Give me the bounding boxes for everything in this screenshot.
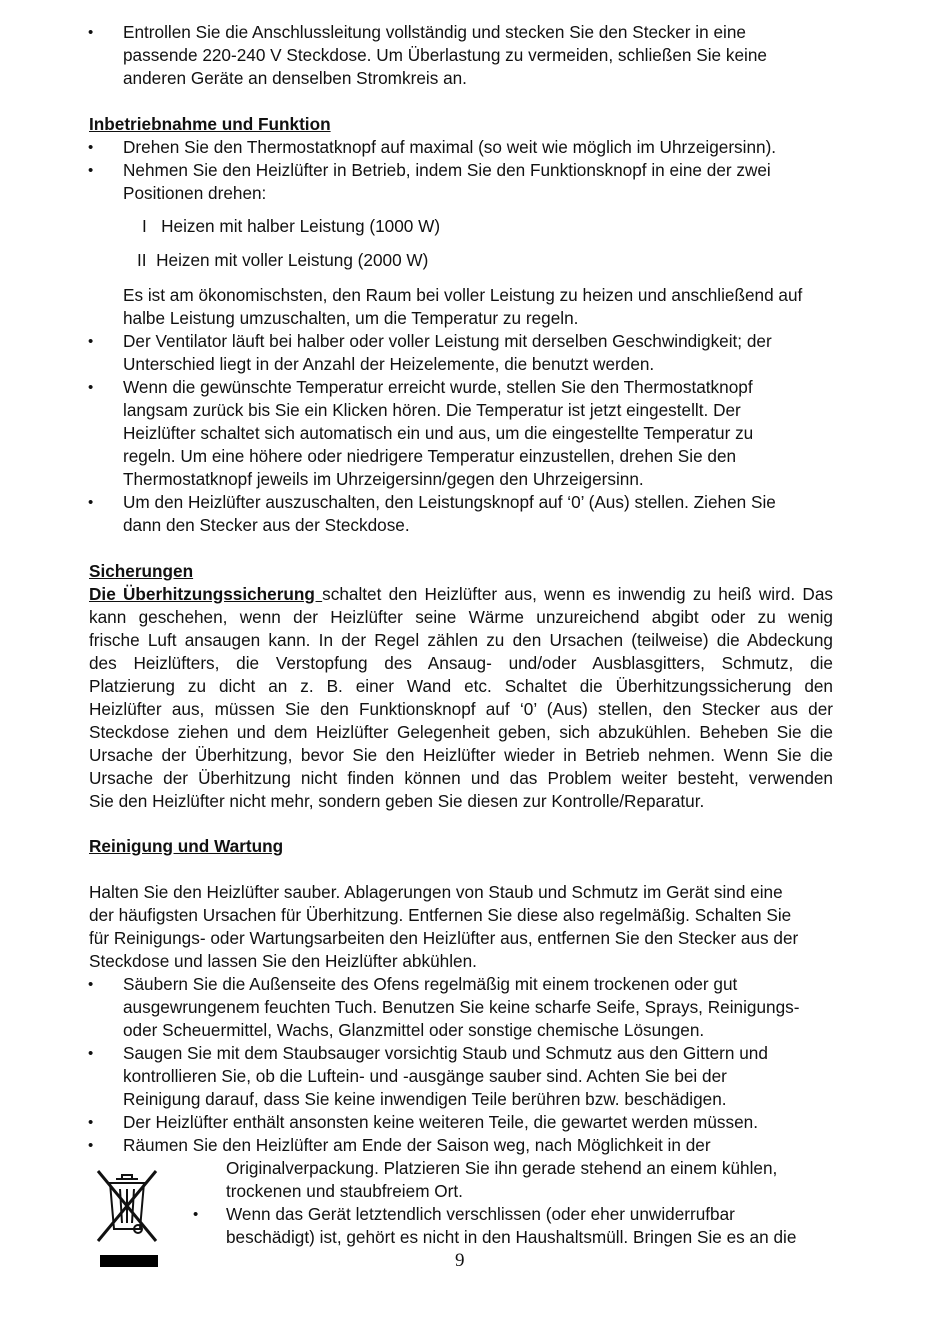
inbetrieb-note-line-2: halbe Leistung umzuschalten, um die Temperatur zu regeln. — [123, 308, 579, 328]
heading-inbetriebnahme: Inbetriebnahme und Funktion — [89, 114, 331, 134]
reinigung-bullet-1-line-1: Säubern Sie die Außenseite des Ofens regelmäßig mit einem trockenen oder gut — [123, 974, 738, 994]
bullet: • — [88, 1045, 94, 1062]
reinigung-bullet-4-line-3: trockenen und staubfreiem Ort. — [226, 1181, 463, 1201]
page-number: 9 — [455, 1250, 465, 1271]
reinigung-bullet-5-line-2: beschädigt) ist, gehört es nicht in den Haushaltsmüll. Bringen Sie es an die — [226, 1227, 797, 1247]
reinigung-bullet-3: Der Heizlüfter enthält ansonsten keine weiteren Teile, die gewartet werden müssen. — [123, 1112, 759, 1132]
intro-line-3: anderen Geräte an denselben Stromkreis an. — [123, 68, 467, 88]
inbetrieb-bullet-3-line-2: Unterschied liegt in der Anzahl der Heizelemente, die benutzt werden. — [123, 354, 655, 374]
sicherungen-line-6: Heizlüfter aus, müssen Sie den Funktionsknopf auf ‘0’ (Aus) stellen, den Stecker aus der — [89, 699, 833, 719]
inbetrieb-bullet-4-line-5: Thermostatknopf jeweils im Uhrzeigersinn/gegen den Uhrzeigersinn. — [123, 469, 644, 489]
sicherungen-line-9: Ursache der Überhitzung nicht finden können und das Problem weiter besteht, verwenden — [89, 768, 833, 788]
bullet: • — [193, 1206, 199, 1223]
sicherungen-line-3: frische Luft ansaugen kann. In der Regel zählen zu den Ursachen (teilweise) die Abdeckung — [89, 630, 833, 650]
sicherungen-line-1 — [89, 583, 833, 606]
bullet: • — [88, 976, 94, 993]
inbetrieb-bullet-4-line-2: langsam zurück bis Sie ein Klicken hören. Die Temperatur ist jetzt eingestellt. Der — [123, 400, 741, 420]
bullet: • — [88, 162, 94, 179]
reinigung-bullet-5-line-1: Wenn das Gerät letztendlich verschlissen (oder eher unwiderrufbar — [226, 1204, 735, 1224]
inbetrieb-bullet-3-line-1: Der Ventilator läuft bei halber oder voller Leistung mit derselben Geschwindigkeit; der — [123, 331, 772, 351]
reinigung-intro-line-1: Halten Sie den Heizlüfter sauber. Ablagerungen von Staub und Schmutz im Gerät sind eine — [89, 882, 783, 902]
sicherungen-line-5: Platzierung zu dicht an z. B. einer Wand etc. Schaltet die Überhitzungssicherung den — [89, 676, 833, 696]
reinigung-bullet-1-line-2: ausgewrungenem feuchten Tuch. Benutzen Sie keine scharfe Seife, Sprays, Reinigungs- — [123, 997, 800, 1017]
bullet: • — [88, 1114, 94, 1131]
reinigung-intro-line-2: der häufigsten Ursachen für Überhitzung. Entfernen Sie diese also regelmäßig. Schalten Sie — [89, 905, 792, 925]
reinigung-intro-line-3: für Reinigungs- oder Wartungsarbeiten den Heizlüfter aus, entfernen Sie den Stecker aus der — [89, 928, 799, 948]
sicherungen-line-4: des Heizlüfters, die Verstopfung des Ansaug- und/oder Ausblasgitters, Schmutz, die — [89, 653, 833, 673]
position-one: I Heizen mit halber Leistung (1000 W) — [142, 216, 441, 236]
position-two: II Heizen mit voller Leistung (2000 W) — [137, 250, 429, 270]
bullet: • — [88, 333, 94, 350]
inbetrieb-bullet-4-line-1: Wenn die gewünschte Temperatur erreicht wurde, stellen Sie den Thermostatknopf — [123, 377, 753, 397]
intro-line-2: passende 220-240 V Steckdose. Um Überlastung zu vermeiden, schließen Sie keine — [123, 45, 767, 65]
reinigung-bullet-2-line-2: kontrollieren Sie, ob die Luftein- und -ausgänge sauber sind. Achten Sie bei der — [123, 1066, 727, 1086]
sicherungen-line-2: kann geschehen, wenn der Heizlüfter seine Wärme unzureichend abgibt oder zu wenig — [89, 607, 833, 627]
heading-sicherungen: Sicherungen — [89, 561, 194, 581]
sicherungen-line-7: Steckdose ziehen und dem Heizlüfter Gelegenheit geben, sich abzukühlen. Beheben Sie die — [89, 722, 833, 742]
inbetrieb-bullet-1: Drehen Sie den Thermostatknopf auf maximal (so weit wie möglich im Uhrzeigersinn). — [123, 137, 777, 157]
inbetrieb-bullet-4-line-4: regeln. Um eine höhere oder niedrigere Temperatur einzustellen, drehen Sie den — [123, 446, 737, 466]
sicherungen-line-8: Ursache der Überhitzung, bevor Sie den Heizlüfter wieder in Betrieb nehmen. Wenn Sie die — [89, 745, 833, 765]
reinigung-bullet-1-line-3: oder Scheuermittel, Wachs, Glanzmittel oder sonstige chemische Lösungen. — [123, 1020, 705, 1040]
reinigung-bullet-2-line-1: Saugen Sie mit dem Staubsauger vorsichtig Staub und Schmutz aus den Gittern und — [123, 1043, 768, 1063]
inbetrieb-bullet-2-line-2: Positionen drehen: — [123, 183, 267, 203]
heading-reinigung: Reinigung und Wartung — [89, 836, 284, 856]
inbetrieb-note-line-1: Es ist am ökonomischsten, den Raum bei voller Leistung zu heizen und anschließend auf — [123, 285, 803, 305]
reinigung-bullet-2-line-3: Reinigung darauf, dass Sie keine inwendigen Teile berühren bzw. beschädigen. — [123, 1089, 727, 1109]
intro-line-1: Entrollen Sie die Anschlussleitung vollständig und stecken Sie den Stecker in eine — [123, 22, 746, 42]
bullet: • — [88, 139, 94, 156]
inbetrieb-bullet-2-line-1: Nehmen Sie den Heizlüfter in Betrieb, indem Sie den Funktionsknopf in eine der zwei — [123, 160, 771, 180]
bullet: • — [88, 379, 94, 396]
bullet: • — [88, 1137, 94, 1154]
inbetrieb-bullet-4-line-3: Heizlüfter schaltet sich automatisch ein und aus, um die eingestellte Temperatur zu — [123, 423, 754, 443]
reinigung-bullet-4-line-2: Originalverpackung. Platzieren Sie ihn gerade stehend an einem kühlen, — [226, 1158, 778, 1178]
reinigung-bullet-4-line-1: Räumen Sie den Heizlüfter am Ende der Saison weg, nach Möglichkeit in der — [123, 1135, 711, 1155]
inbetrieb-bullet-5-line-1: Um den Heizlüfter auszuschalten, den Leistungsknopf auf ‘0’ (Aus) stellen. Ziehen Sie — [123, 492, 776, 512]
bullet: • — [88, 24, 94, 41]
subheading-ueberhitzungssicherung: Die Überhitzungssicherung — [89, 584, 323, 604]
inbetrieb-bullet-5-line-2: dann den Stecker aus der Steckdose. — [123, 515, 410, 535]
sicherungen-line-10: Sie den Heizlüfter nicht mehr, sondern geben Sie diesen zur Kontrolle/Reparatur. — [89, 791, 705, 811]
reinigung-intro-line-4: Steckdose und lassen Sie den Heizlüfter abkühlen. — [89, 951, 477, 971]
sicherungen-line-1-rest: schaltet den Heizlüfter aus, wenn es inwendig zu heiß wird. Das — [322, 584, 833, 604]
weee-black-bar — [100, 1255, 158, 1267]
bullet: • — [88, 494, 94, 511]
